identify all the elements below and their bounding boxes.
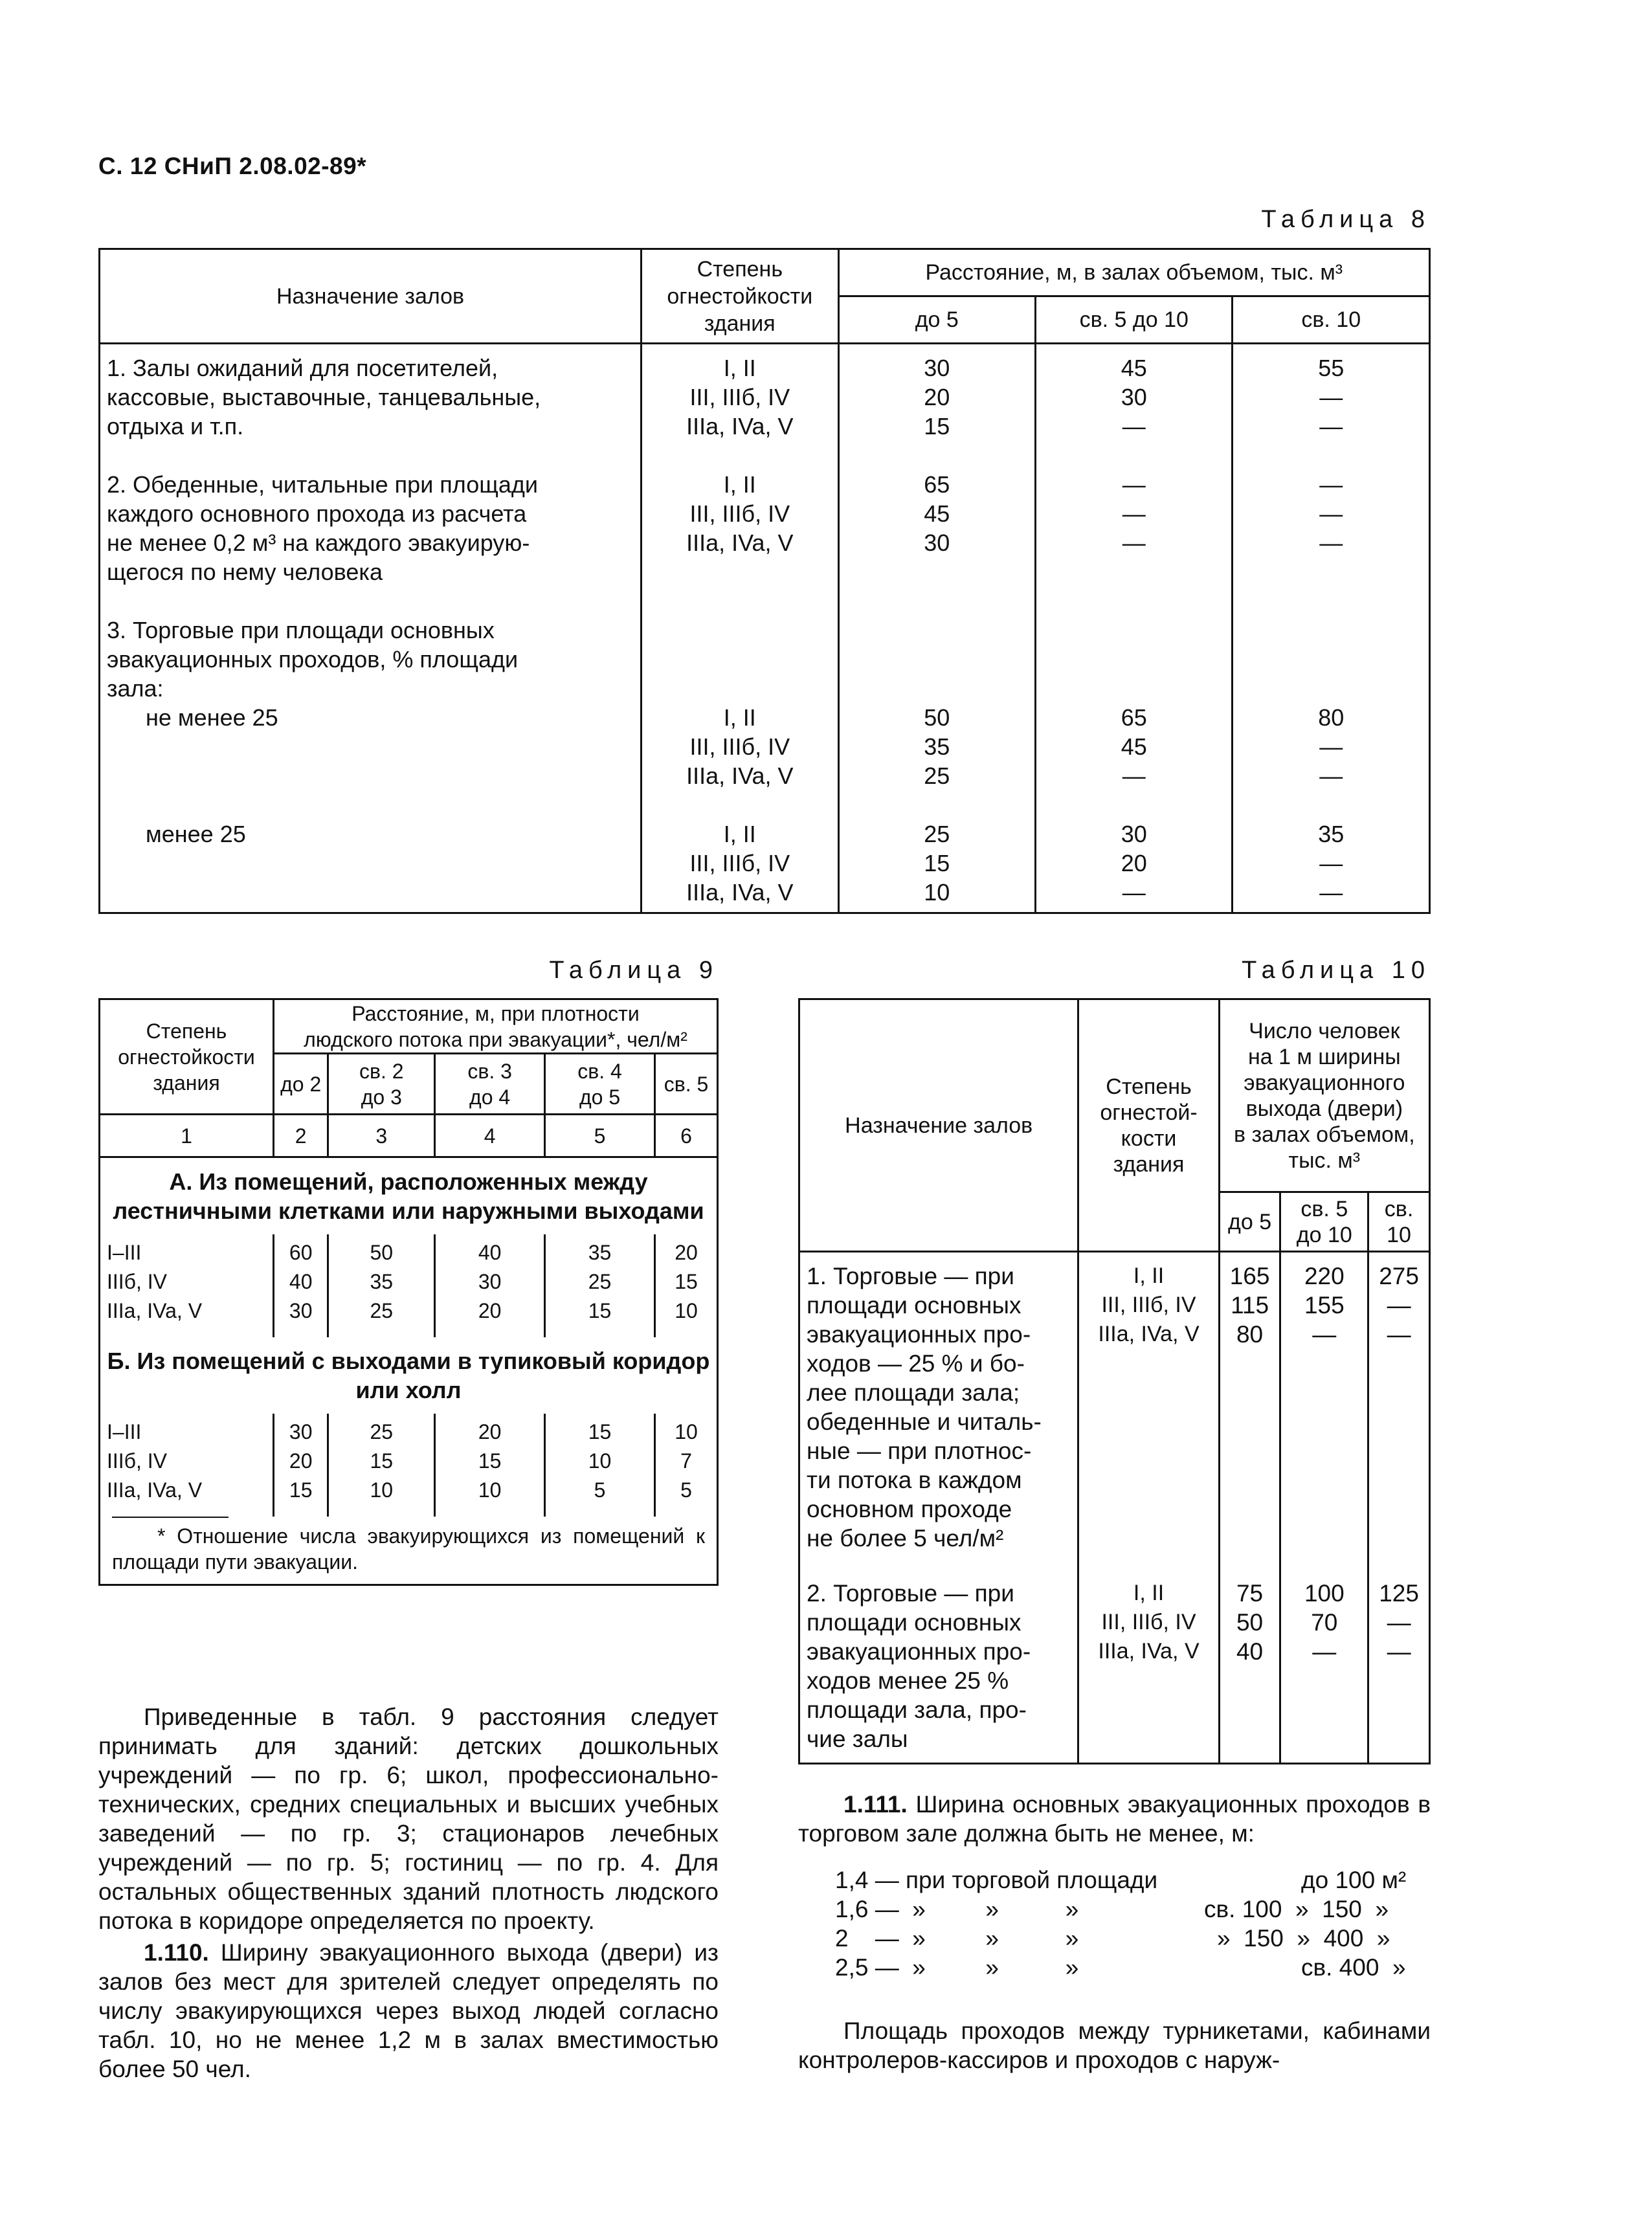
t10-sub-1: до 5 [1219,1192,1280,1252]
t10-sub-2: св. 5 до 10 [1280,1192,1368,1252]
t10-r2-c1: 75 50 40 [1219,1579,1280,1764]
t9-num-5: 5 [545,1115,655,1157]
table8-caption: Таблица 8 [1261,206,1431,233]
width-row-4-left: 2,5 — » » » [835,1954,1079,1981]
t9-num-4: 4 [435,1115,545,1157]
clause-number: 1.110. [144,1939,209,1966]
t8-col-over10: 55 — — — — — 80 — — 35 — — [1233,344,1430,913]
left-text [98,1702,719,2084]
t10-col-degree-header: Степень огнестой- кости здания [1078,999,1219,1252]
t9-section-a-title: А. Из помещений, расположенных между лестничными клетками или наружными выходами [100,1157,718,1235]
t10-r2-c2: 100 70 — [1280,1579,1368,1764]
t10-r1-c1: 165 115 80 [1219,1252,1280,1579]
t9-b-c4: 20 15 10 [435,1414,545,1517]
table10-caption: Таблица 10 [1242,957,1431,984]
paragraph-1-110: 1.110. Ширину эвакуационного выхода (двери) из залов без мест для зрителей следует определять по числу эвакуирующихся через выход людей согласно табл. 10, но не менее 1,2 м в залах вместимостью более 50 чел. [98,1939,719,2082]
width-row-2-right: св. 100 » 150 » [1204,1896,1389,1922]
width-row-3-left: 2 — » » » [835,1925,1079,1952]
t9-footnote: * Отношение числа эвакуирующихся из помещений к площади пути эвакуации. [112,1524,705,1574]
width-row-2-left: 1,6 — » » » [835,1896,1079,1922]
t9-group-header: Расстояние, м, при плотности людского потока при эвакуации*, чел/м² [273,999,717,1054]
t9-a-c5: 35 25 15 [545,1234,655,1337]
t8-sub-header-2: св. 5 до 10 [1036,296,1233,344]
t8-degrees: I, II III, IIIб, IV IIIa, IVa, V I, II III, IIIб, IV IIIa, IVa, V I, II III, IIIб, IV IIIa, IVa, V I, II III, IIIб, IV IIIa, IVa, V [642,344,838,913]
t10-r2-name: 2. Торговые — при площади основных эвакуационных про- ходов менее 25 % площади зала, про- чие залы [799,1579,1078,1764]
t9-b-c2: 30 20 15 [273,1414,328,1517]
t9-a-degrees: I–III IIIб, IV IIIa, IVa, V [100,1234,274,1337]
width-row-4-right: св. 400 » [1301,1954,1406,1981]
t8-sub-header-3: св. 10 [1233,296,1430,344]
t10-col-name-header: Назначение залов [799,999,1078,1252]
clause-number: 1.111. [843,1791,908,1818]
running-head: С. 12 СНиП 2.08.02-89* [98,153,367,179]
t9-sub-2: св. 2 до 3 [328,1054,435,1115]
t10-r1-degrees: I, II III, IIIб, IV IIIa, IVa, V [1078,1252,1219,1579]
t10-r1-c2: 220 155 — [1280,1252,1368,1579]
t9-sub-3: св. 3 до 4 [435,1054,545,1115]
t10-row-2 [799,1579,1430,1764]
t9-section-b-row [100,1414,718,1517]
t9-b-c3: 25 15 10 [328,1414,435,1517]
width-row-3-right: » 150 » 400 » [1217,1925,1390,1952]
t10-group-header: Число человек на 1 м ширины эвакуационного выхода (двери) в залах объемом, тыс. м³ [1219,999,1429,1192]
t9-b-c6: 10 7 5 [655,1414,718,1517]
footnote-rule [112,1517,229,1518]
t9-a-c2: 60 40 30 [273,1234,328,1337]
t9-a-c6: 20 15 10 [655,1234,718,1337]
t9-sub-4: св. 4 до 5 [545,1054,655,1115]
t9-num-2: 2 [273,1115,328,1157]
t8-col-degree-header: Степень огнестойкости здания [642,249,838,344]
t10-r2-degrees: I, II III, IIIб, IV IIIa, IVa, V [1078,1579,1219,1764]
t9-a-c3: 50 35 25 [328,1234,435,1337]
paragraph-table9-note: Приведенные в табл. 9 расстояния следует принимать для зданий: детских дошкольных учреждений — по гр. 6; школ, профессионально-технических, средних специальных и высших учебных заведений — по гр. 3; стационаров лечебных учреждений — по гр. 5; гостиниц — по гр. 4. Для остальных общественных зданий плотность людского потока в коридоре определяется по проекту. [98,1704,719,1934]
t9-num-6: 6 [655,1115,718,1157]
t8-col-to5: 30 20 15 65 45 30 50 35 25 25 15 10 [838,344,1035,913]
table9 [98,998,719,1586]
t9-num-1: 1 [100,1115,274,1157]
t8-group-header: Расстояние, м, в залах объемом, тыс. м³ [838,249,1429,296]
t10-row-1 [799,1252,1430,1579]
table8 [98,248,1431,914]
t9-sub-1: до 2 [273,1054,328,1115]
paragraph-turnstiles: Площадь проходов между турникетами, кабинами контролеров-кассиров и проходов с наруж- [798,2018,1431,2073]
table9-caption: Таблица 9 [549,957,719,984]
t9-section-b-title: Б. Из помещений с выходами в тупиковый коридор или холл [100,1337,718,1414]
t8-sub-header-1: до 5 [838,296,1035,344]
table10 [798,998,1431,1764]
t8-names: 1. Залы ожиданий для посетителей, кассовые, выставочные, танцевальные, отдыха и т.п. 2. Обеденные, читальные при площади каждого основного прохода из расчета не менее 0,2 м³ на каждого эвакуирую- щегося по нему человека 3. Торговые при площади основных эвакуационных проходов, % площади зала: не менее 25 менее 25 [100,344,642,913]
t8-col-5to10: 45 30 — — — — 65 45 — 30 20 — [1036,344,1233,913]
t9-col1-header: Степень огнестойкости здания [100,999,274,1115]
t9-section-a-row [100,1234,718,1337]
t8-col-name-header: Назначение залов [100,249,642,344]
t10-r1-c3: 275 — — [1368,1252,1430,1579]
t9-a-c4: 40 30 20 [435,1234,545,1337]
t9-num-3: 3 [328,1115,435,1157]
t10-r1-name: 1. Торговые — при площади основных эвакуационных про- ходов — 25 % и бо- лее площади зала; обеденные и читаль- ные — при плотнос- ти потока в каждом основном проходе не более 5 чел/м² [799,1252,1078,1579]
t9-b-degrees: I–III IIIб, IV IIIa, IVa, V [100,1414,274,1517]
width-row-1-right: до 100 м² [1301,1867,1407,1893]
t9-sub-5: св. 5 [655,1054,718,1115]
t10-r2-c3: 125 — — [1368,1579,1430,1764]
paragraph-1-111: 1.111. Ширина основных эвакуационных проходов в торговом зале должна быть не менее, м: [798,1791,1431,1847]
t10-sub-3: св. 10 [1368,1192,1430,1252]
t9-footnote-cell [100,1517,718,1585]
t9-b-c5: 15 10 5 [545,1414,655,1517]
width-row-1-left: 1,4 — при торговой площади [835,1867,1158,1893]
